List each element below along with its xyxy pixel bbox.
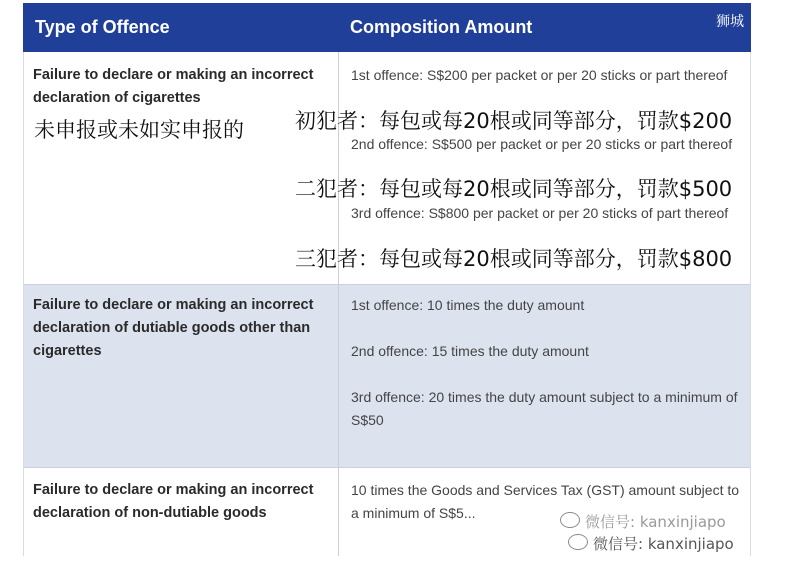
caption-1st-offence-chinese: 初犯者：每包或每20根或同等部分，罚款$200 — [295, 109, 733, 133]
table-left-border — [23, 52, 24, 556]
composition-table — [23, 3, 751, 556]
composition-3rd-dutiable: 3rd offence: 20 times the duty amount subject to a minimum of S$50 — [351, 389, 738, 428]
wechat-icon — [560, 512, 580, 528]
wechat-watermark-text: 微信号: kanxinjiapo — [585, 513, 726, 531]
composition-1st-dutiable: 1st offence: 10 times the duty amount — [351, 297, 585, 313]
composition-1st-cigarettes: 1st offence: S$200 per packet or per 20 sticks or part thereof — [351, 67, 728, 83]
wechat-watermark-2 — [568, 533, 734, 554]
wechat-watermark-1 — [560, 511, 726, 532]
table-header — [23, 3, 751, 52]
caption-2nd-offence-chinese: 二犯者：每包或每20根或同等部分，罚款$500 — [295, 177, 733, 201]
wechat-icon — [568, 534, 588, 550]
header-type-of-offence: Type of Offence — [35, 17, 170, 37]
table-right-border — [750, 52, 751, 556]
composition-2nd-dutiable: 2nd offence: 15 times the duty amount — [351, 343, 589, 359]
offence-non-dutiable-goods: Failure to declare or making an incorrect declaration of non-dutiable goods — [33, 482, 314, 521]
caption-3rd-offence-chinese: 三犯者：每包或每20根或同等部分，罚款$800 — [295, 247, 733, 271]
table-row — [23, 285, 751, 468]
corner-watermark: 狮城 — [716, 14, 744, 30]
wechat-watermark-text: 微信号: kanxinjiapo — [593, 535, 734, 553]
composition-3rd-cigarettes: 3rd offence: S$800 per packet or per 20 sticks of part thereof — [351, 205, 729, 221]
offence-cigarettes: Failure to declare or making an incorrect declaration of cigarettes — [33, 67, 314, 106]
header-composition-amount: Composition Amount — [350, 17, 533, 37]
offence-dutiable-goods: Failure to declare or making an incorrect declaration of dutiable goods other than cigarettes — [33, 297, 314, 359]
composition-2nd-cigarettes: 2nd offence: S$500 per packet or per 20 sticks or part thereof — [351, 136, 733, 152]
offence-cigarettes-chinese: 未申报或未如实申报的 — [34, 118, 244, 142]
composition-non-dutiable: 10 times the Goods and Services Tax (GST) amount subject to a minimum of S$5... — [351, 482, 740, 521]
